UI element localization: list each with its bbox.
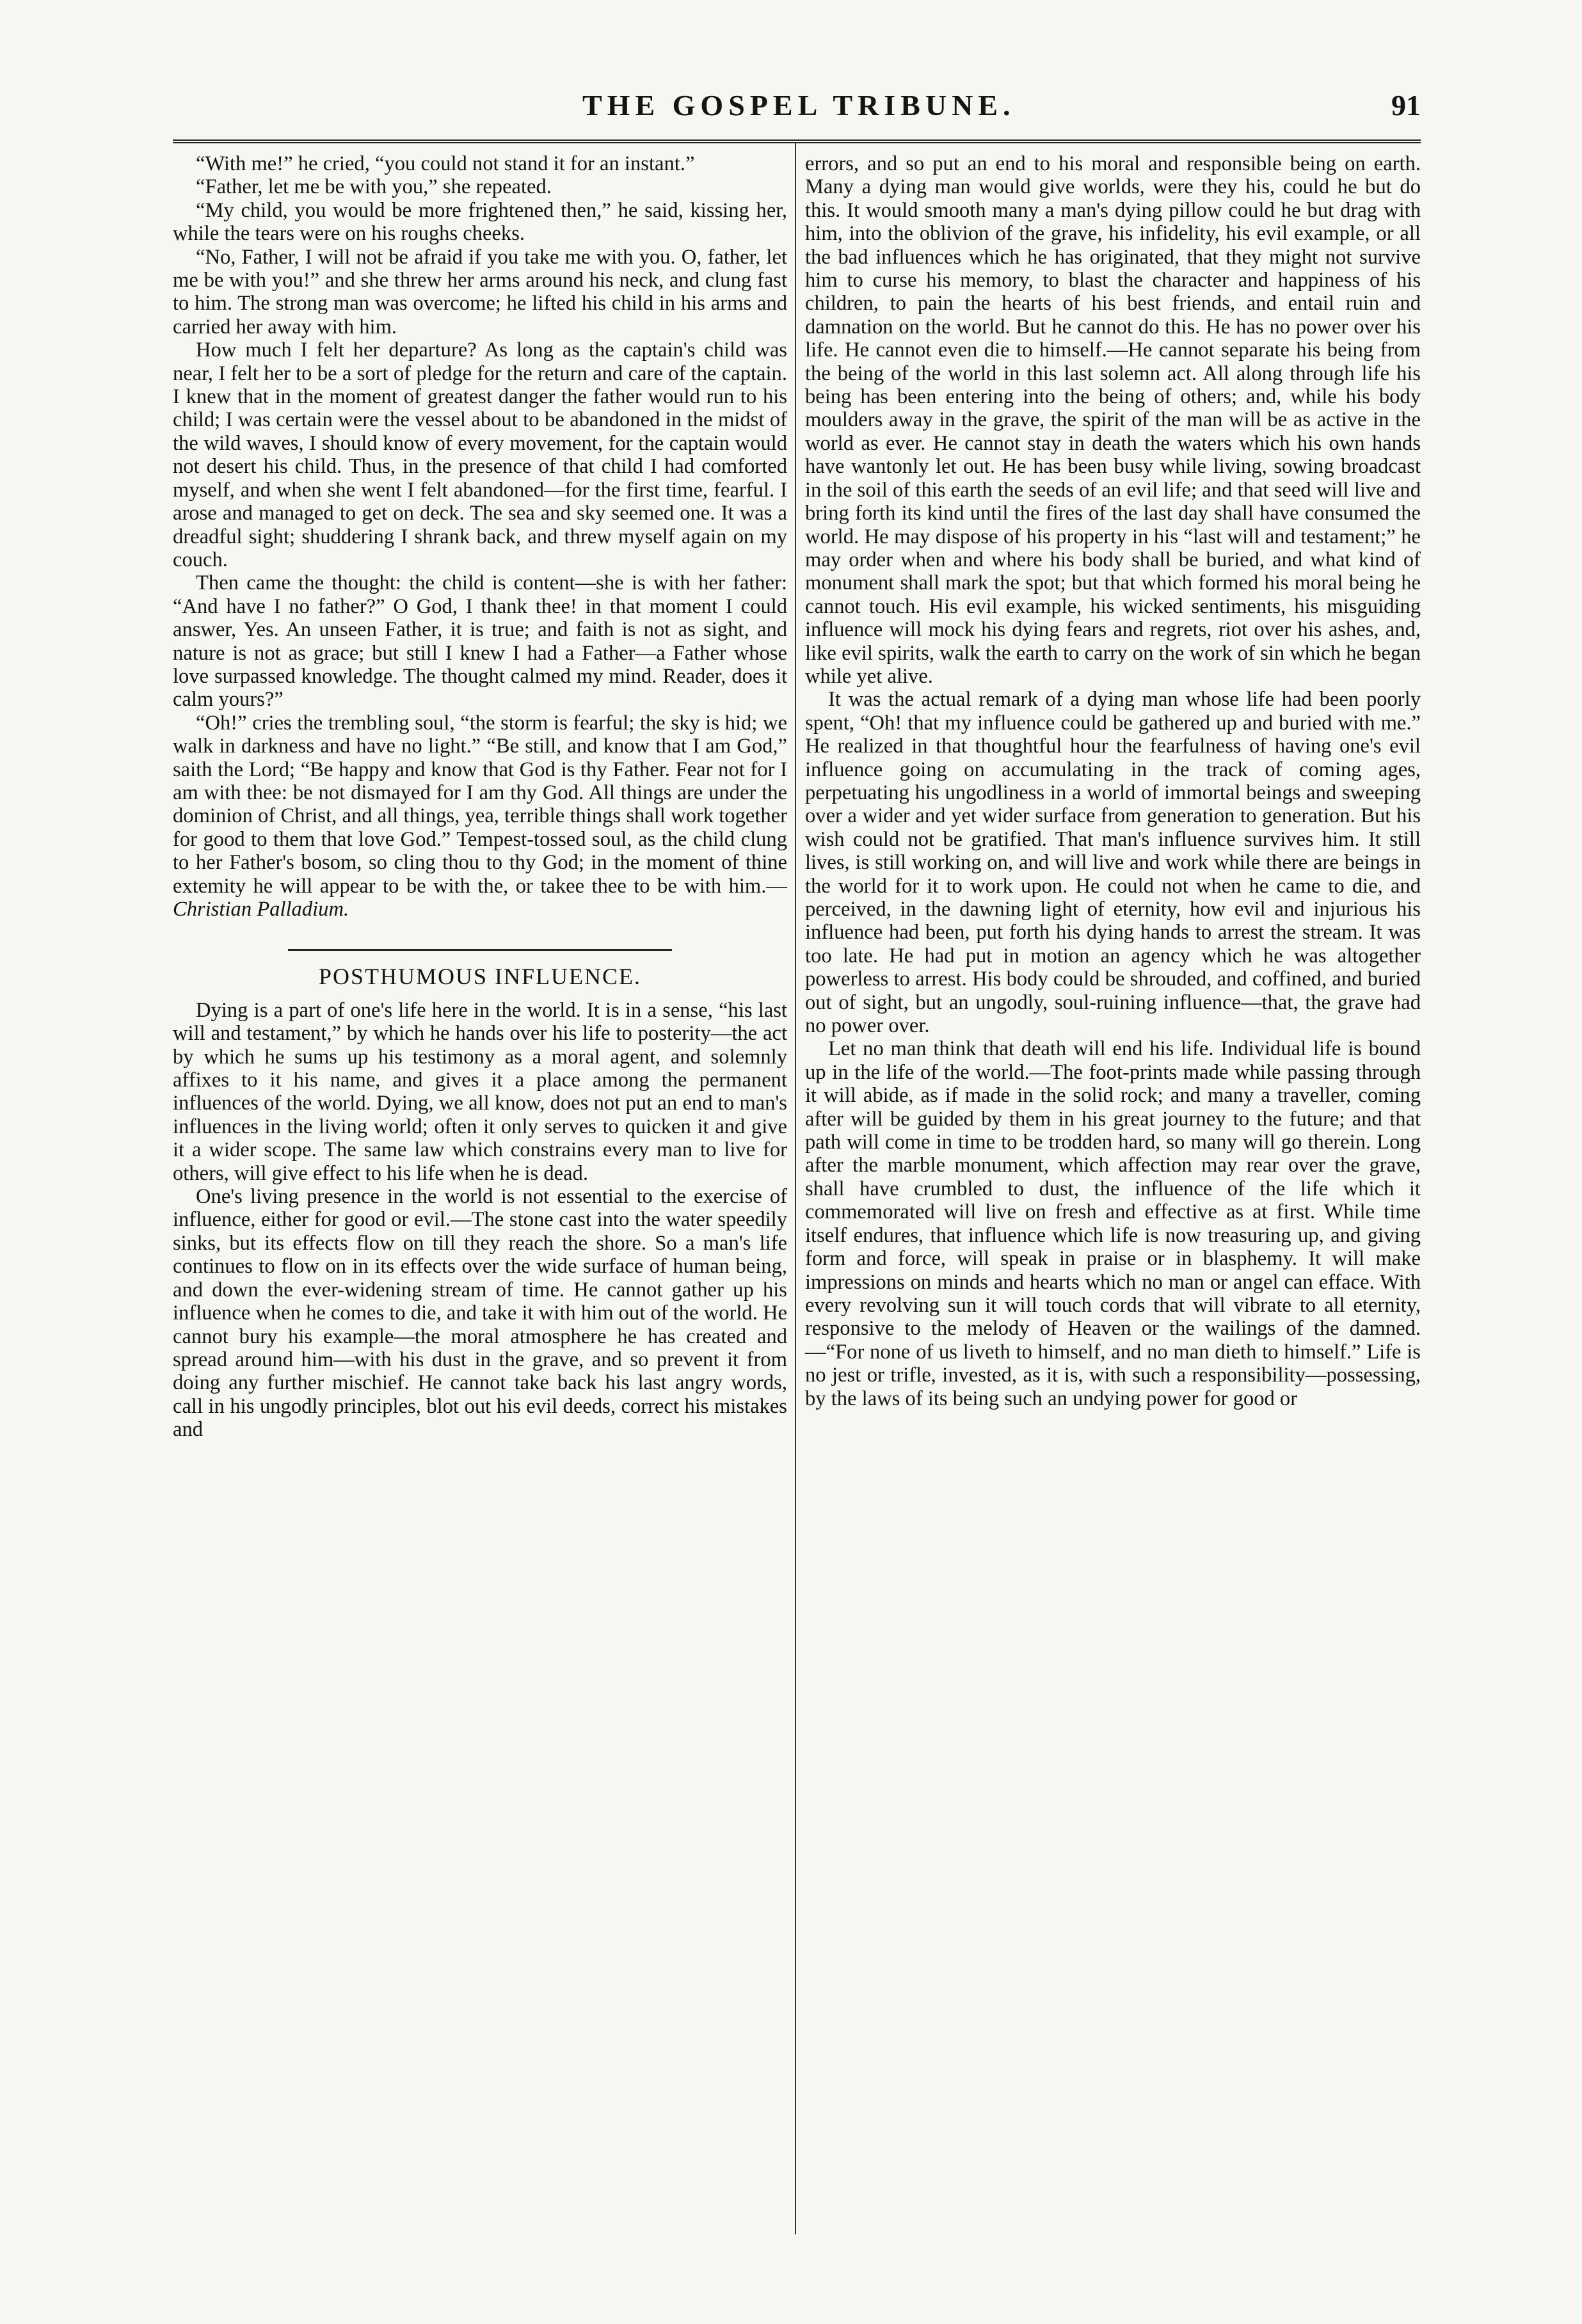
story-paragraph: “With me!” he cried, “you could not stand it for an instant.”: [196, 152, 695, 175]
source-credit: Christian Palladium.: [173, 898, 349, 921]
column-divider: [795, 142, 796, 2234]
essay-paragraph: errors, and so put an end to his moral and responsible being on earth. Many a dying man would give worlds, were they his, could he but do this. It would smooth many a man's dying pillow could he but drag with him, into the oblivion of the grave, his infidelity, his evil example, or all the bad influences which he has originated, that they might not survive him to curse his memory, to blast the character and happiness of his children, to pain the hearts of his best friends, and entail ruin and damnation on the world. But he cannot do this. He has no power over his life. He cannot even die to himself.—He cannot separate his being from the being of the world in this last solemn act. All along through life his being has been entering into the being of others; and, while his body moulders away in the grave, the spirit of the man will be as active in the world as ever. He cannot stay in death the waters which his own hands have wantonly let out. He has been busy while living, sowing broadcast in the soil of this earth the seeds of an evil life; and that seed will live and bring forth its kind until the fires of the last day shall have consumed the world. He may dispose of his property in his “last will and testament;” he may order when and where his body shall be buried, and what kind of monument shall mark the spot; but that which formed his moral being he cannot touch. His evil example, his wicked sentiments, his misguiding influence will mock his dying fears and regrets, riot over his ashes, and, like evil spirits, walk the earth to carry on the work of sin which he began while yet alive.: [805, 152, 1421, 688]
left-column: [173, 152, 787, 1442]
essay-paragraph: Let no man think that death will end his life. Individual life is bound up in the life of the world.—The foot-prints made while passing through it will abide, as if made in the solid rock; and many a traveller, coming after will be guided by them in his great journey to the future; and that path will come in time to be trodden hard, so many will go therein. Long after the marble monument, which affection may rear over the grave, shall have crumbled to dust, the influence of the life which it commemorated will live on fresh and effective as at first. While time itself endures, that influence which life is now treasuring up, and giving form and force, will speak in praise or in blasphemy. It will make impressions on minds and hearts which no man or angel can efface. With every revolving sun it will touch cords that will vibrate to all eternity, responsive to the melody of Heaven or the wailings of the damned.—“For none of us liveth to himself, and no man dieth to himself.” Life is no jest or trifle, invested, as it is, with such a responsibility—possessing, by the laws of its being such an undying power for good or: [805, 1037, 1421, 1410]
story-paragraph: Then came the thought: the child is content—she is with her father: “And have I no father?” O God, I thank thee! in that moment I could answer, Yes. An unseen Father, it is true; and faith is not as sight, and nature is not as grace; but still I knew I had a Father—a Father whose love surpassed knowledge. The thought calmed my mind. Reader, does it calm yours?”: [173, 571, 787, 712]
section-rule: [288, 949, 672, 951]
story-paragraph: “My child, you would be more frightened then,” he said, kissing her, while the tears were on his roughs cheeks.: [173, 198, 787, 246]
header-rule: [173, 139, 1421, 143]
essay-paragraph: One's living presence in the world is not essential to the exercise of influence, either for good or evil.—The stone cast into the water speedily sinks, but its effects flow on till they reach the shore. So a man's life continues to flow on in its effects over the wide surface of human being, and down the ever-widening stream of time. He cannot gather up his influence when he comes to die, and take it with him out of the world. He cannot bury his example—the moral atmosphere he has created and spread around him—with his dust in the grave, and so prevent it from doing any further mischief. He cannot take back his last angry words, call in his ungodly principles, blot out his evil deeds, correct his mistakes and: [173, 1185, 787, 1442]
story-paragraph: How much I felt her departure? As long as the captain's child was near, I felt her to be a sort of pledge for the return and care of the captain. I knew that in the moment of greatest danger the father would run to his child; I was certain were the vessel about to be abandoned in the midst of the wild waves, I should know of every movement, for the captain would not desert his child. Thus, in the presence of that child I had comforted myself, and when she went I felt abandoned—for the first time, fearful. I arose and managed to get on deck. The sea and sky seemed one. It was a dreadful sight; shuddering I shrank back, and threw myself again on my couch.: [173, 338, 787, 571]
essay-paragraph: It was the actual remark of a dying man whose life had been poorly spent, “Oh! that my influence could be gathered up and buried with me.” He realized in that thoughtful hour the fearfulness of having one's evil influence going on accumulating in the track of coming ages, perpetuating his ungodliness in a world of immortal beings and sweeping over a wider and yet wider surface from generation to generation. But his wish could not be gratified. That man's influence survives him. It still lives, is still working on, and will live and work while there are beings in the world for it to work upon. He could not when he came to die, and perceived, in the dawning light of eternity, how evil and injurious his influence had been, put forth his dying hands to arrest the stream. It was too late. He had put in motion an agency which he was altogether powerless to arrest. His body could be shrouded, and coffined, and buried out of sight, but an ungodly, soul-ruining influence—that, the grave had no power over.: [805, 688, 1421, 1038]
essay-paragraph: Dying is a part of one's life here in the world. It is in a sense, “his last will and testament,” by which he hands over his life to posterity—the act by which he sums up his testimony as a moral agent, and solemnly affixes to it his name, and gives it a place among the permanent influences of the world. Dying, we all know, does not put an end to man's influences in the living world; often it only serves to quicken it and give it a wider scope. The same law which constrains every man to live for others, will give effect to his life when he is dead.: [173, 998, 787, 1185]
publication-title: THE GOSPEL TRIBUNE.: [582, 89, 1016, 122]
story-paragraph-text: “Oh!” cries the trembling soul, “the storm is fearful; the sky is hid; we walk in darkness and have no light.” “Be still, and know that I am God,” saith the Lord; “Be happy and know that God is thy Father. Fear not for I am with thee: be not dismayed for I am thy God. All things are under the dominion of Christ, and all things, yea, terrible things shall work together for good to them that love God.” Tempest-tossed soul, as the child clung to her Father's bosom, so cling thou to thy God; in the moment of thine extemity he will appear to be with the, or takee thee to be with him.—: [173, 711, 787, 898]
right-column: [805, 152, 1421, 1410]
section-heading: POSTHUMOUS INFLUENCE.: [318, 964, 642, 990]
running-header: [173, 88, 1421, 127]
story-paragraph: “No, Father, I will not be afraid if you take me with you. O, father, let me be with you!” and she threw her arms around his neck, and clung fast to him. The strong man was overcome; he lifted his child in his arms and carried her away with him.: [173, 245, 787, 338]
story-closing-paragraph: [173, 712, 787, 921]
page-number: 91: [1391, 89, 1421, 122]
story-paragraph: “Father, let me be with you,” she repeated.: [196, 175, 552, 199]
